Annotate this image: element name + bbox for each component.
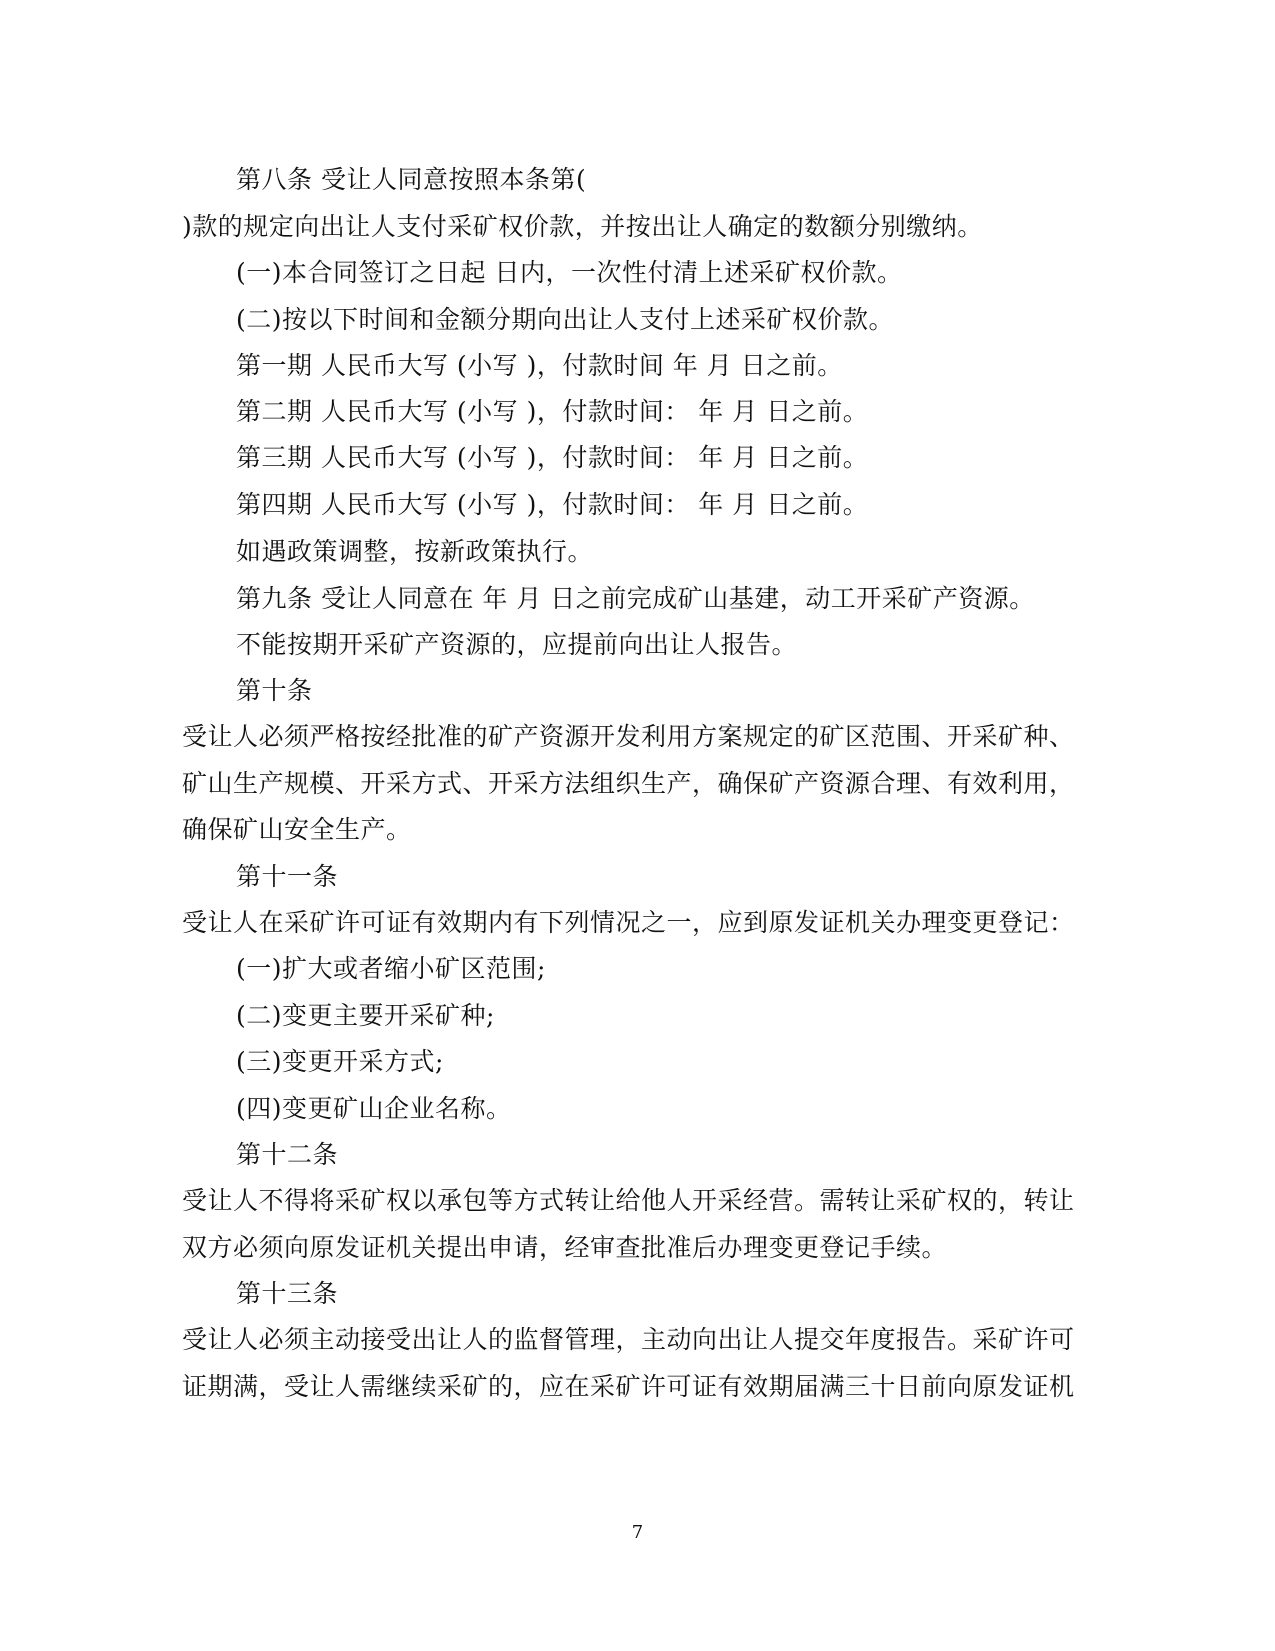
text-line: 第九条 受让人同意在 年 月 日之前完成矿山基建，动工开采矿产资源。 xyxy=(236,584,1035,613)
text-line: 受让人在采矿许可证有效期内有下列情况之一，应到原发证机关办理变更登记： xyxy=(182,908,1075,937)
text-line: 如遇政策调整，按新政策执行。 xyxy=(236,537,594,566)
text-line: 确保矿山安全生产。 xyxy=(182,815,412,844)
text-line: 矿山生产规模、开采方式、开采方法组织生产，确保矿产资源合理、有效利用， xyxy=(182,769,1075,798)
text-line: 第一期 人民币大写 (小写 )，付款时间 年 月 日之前。 xyxy=(236,351,843,380)
section-heading: 第十条 xyxy=(236,676,313,705)
text-line: 证期满，受让人需继续采矿的，应在采矿许可证有效期届满三十日前向原发证机 xyxy=(182,1372,1075,1401)
text-line: 受让人必须严格按经批准的矿产资源开发利用方案规定的矿区范围、开采矿种、 xyxy=(182,722,1075,751)
text-line: (二)按以下时间和金额分期向出让人支付上述采矿权价款。 xyxy=(236,305,895,334)
text-line: 第四期 人民币大写 (小写 )，付款时间： 年 月 日之前。 xyxy=(236,490,869,519)
text-line: 第八条 受让人同意按照本条第( xyxy=(236,165,587,194)
text-line: 第三期 人民币大写 (小写 )，付款时间： 年 月 日之前。 xyxy=(236,443,869,472)
text-line: 不能按期开采矿产资源的，应提前向出让人报告。 xyxy=(236,630,798,659)
text-line: 受让人不得将采矿权以承包等方式转让给他人开采经营。需转让采矿权的，转让 xyxy=(182,1186,1075,1215)
text-line: 受让人必须主动接受出让人的监督管理，主动向出让人提交年度报告。采矿许可 xyxy=(182,1325,1075,1354)
section-heading: 第十二条 xyxy=(236,1140,339,1169)
text-line: (四)变更矿山企业名称。 xyxy=(236,1094,512,1123)
text-line: (一)扩大或者缩小矿区范围; xyxy=(236,954,546,983)
section-heading: 第十三条 xyxy=(236,1279,339,1308)
text-line: 双方必须向原发证机关提出申请，经审查批准后办理变更登记手续。 xyxy=(182,1233,948,1262)
text-line: 第二期 人民币大写 (小写 )，付款时间： 年 月 日之前。 xyxy=(236,397,869,426)
section-heading: 第十一条 xyxy=(236,862,339,891)
text-line: (二)变更主要开采矿种; xyxy=(236,1001,495,1030)
page-number: 7 xyxy=(631,1522,644,1543)
text-line: (三)变更开采方式; xyxy=(236,1047,444,1076)
text-line: (一)本合同签订之日起 日内，一次性付清上述采矿权价款。 xyxy=(236,258,903,287)
text-line: )款的规定向出让人支付采矿权价款，并按出让人确定的数额分别缴纳。 xyxy=(182,212,983,241)
